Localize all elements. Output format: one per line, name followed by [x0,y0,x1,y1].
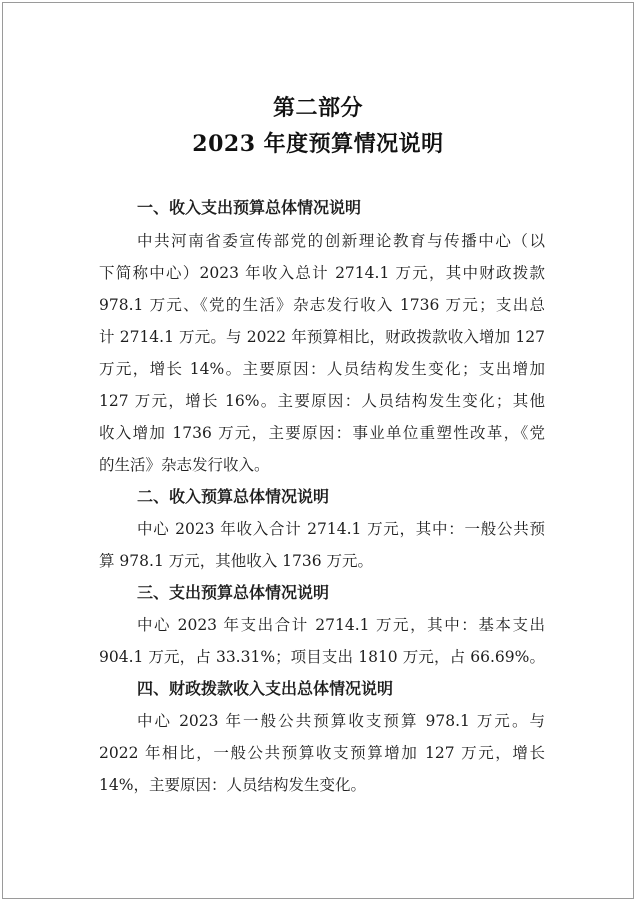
paragraph-line: 下简称中心）2023 年收入总计 2714.1 万元，其中财政拨款 [99,264,545,282]
section-heading-2: 二、收入预算总体情况说明 [137,487,330,506]
paragraph-line: 中心 2023 年收入合计 2714.1 万元，其中：一般公共预 [137,520,545,538]
paragraph-line: 14%，主要原因：人员结构发生变化。 [99,776,366,794]
paragraph-line: 978.1 万元、《党的生活》杂志发行收入 1736 万元；支出总 [99,296,545,314]
section-heading-4: 四、财政拨款收入支出总体情况说明 [137,679,394,698]
section-heading-1: 一、收入支出预算总体情况说明 [137,198,362,217]
paragraph-line: 904.1 万元，占 33.31%；项目支出 1810 万元，占 66.69%。 [99,648,545,666]
paragraph-line: 中共河南省委宣传部党的创新理论教育与传播中心（以 [137,232,545,250]
document-page [2,2,634,899]
paragraph-line: 算 978.1 万元，其他收入 1736 万元。 [99,552,374,570]
main-title: 2023 年度预算情况说明 [192,131,444,157]
paragraph-line: 中心 2023 年一般公共预算收支预算 978.1 万元。与 [137,712,545,730]
paragraph-line: 127 万元，增长 16%。主要原因：人员结构发生变化；其他 [99,392,545,410]
paragraph-line: 计 2714.1 万元。与 2022 年预算相比，财政拨款收入增加 127 [99,328,545,346]
section-heading-3: 三、支出预算总体情况说明 [137,583,330,602]
paragraph-line: 2022 年相比，一般公共预算收支预算增加 127 万元，增长 [99,744,545,762]
part-title: 第二部分 [272,95,363,121]
paragraph-line: 中心 2023 年支出合计 2714.1 万元，其中：基本支出 [137,616,545,634]
paragraph-line: 万元，增长 14%。主要原因：人员结构发生变化；支出增加 [99,360,545,378]
paragraph-line: 收入增加 1736 万元，主要原因：事业单位重塑性改革，《党 [99,424,545,442]
paragraph-line: 的生活》杂志发行收入。 [99,456,270,474]
